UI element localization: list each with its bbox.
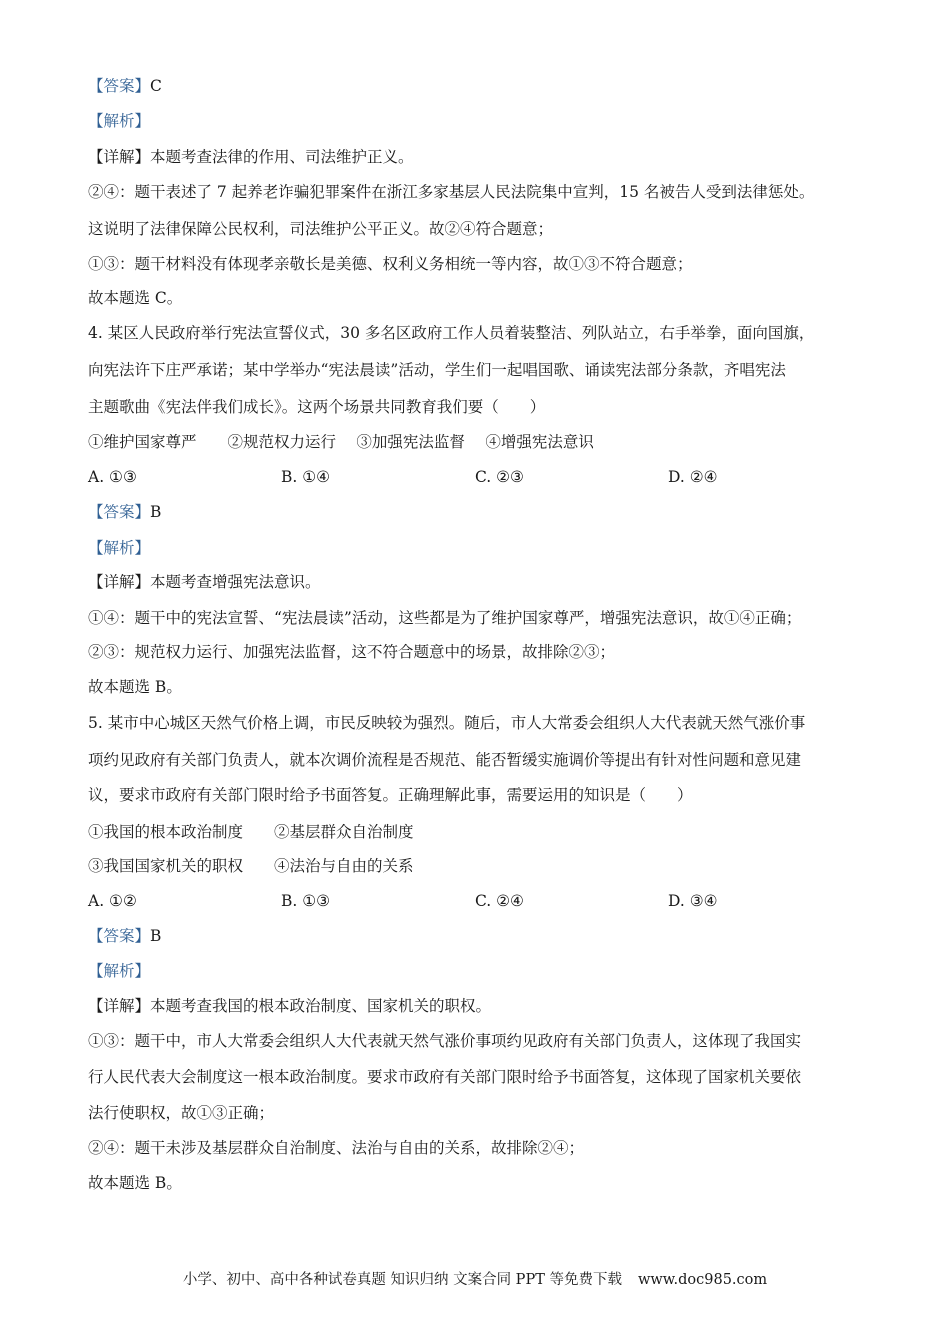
- detail-line: 【详解】本题考查法律的作用、司法维护正义。: [88, 148, 414, 166]
- text-line: ①③：题干材料没有体现孝亲敬长是美德、权利义务相统一等内容，故①③不符合题意；: [88, 255, 693, 273]
- answer-line: 【答案】B: [88, 927, 162, 945]
- option-d: D. ③④: [668, 892, 718, 910]
- text-line: ②③：规范权力运行、加强宪法监督，这不符合题意中的场景，故排除②③；: [88, 643, 616, 661]
- text-line: 故本题选 B。: [88, 1174, 182, 1192]
- text-line: 故本题选 B。: [88, 678, 182, 696]
- text-line: 故本题选 C。: [88, 289, 183, 307]
- analysis-tag: 【解析】: [88, 539, 151, 557]
- option-a: A. ①②: [88, 892, 137, 910]
- text-line: ②④：题干表述了 7 起养老诈骗犯罪案件在浙江多家基层人民法院集中宣判，15 名被告人受到法律惩处。: [88, 183, 815, 201]
- option-a: A. ①③: [88, 468, 137, 486]
- analysis-tag: 【解析】: [88, 962, 151, 980]
- text-line: 行人民代表大会制度这一根本政治制度。要求市政府有关部门限时给予书面答复，这体现了国家机关要依: [88, 1068, 802, 1086]
- analysis-tag: 【解析】: [88, 112, 151, 130]
- detail-line: 【详解】本题考查增强宪法意识。: [88, 573, 321, 591]
- option-b: B. ①④: [281, 468, 331, 486]
- question-5-stem: 议，要求市政府有关部门限时给予书面答复。正确理解此事，需要运用的知识是（ ）: [88, 786, 693, 804]
- text-line: 法行使职权，故①③正确；: [88, 1104, 275, 1122]
- question-5-statements: ①我国的根本政治制度 ②基层群众自治制度: [88, 823, 414, 841]
- option-d: D. ②④: [668, 468, 718, 486]
- text-line: ①③：题干中，市人大常委会组织人大代表就天然气涨价事项约见政府有关部门负责人，这体现了我国实: [88, 1032, 802, 1050]
- text-line: ①④：题干中的宪法宣誓、“宪法晨读”活动，这些都是为了维护国家尊严，增强宪法意识，故①④正确；: [88, 609, 802, 627]
- footer-site-link[interactable]: www.doc985.com: [637, 1272, 768, 1288]
- text-line: 这说明了法律保障公民权利，司法维护公平正义。故②④符合题意；: [88, 220, 554, 238]
- answer-line: 【答案】C: [88, 77, 162, 95]
- text-line: ②④：题干未涉及基层群众自治制度、法治与自由的关系，故排除②④；: [88, 1139, 585, 1157]
- option-b: B. ①③: [281, 892, 331, 910]
- question-5-statements: ③我国国家机关的职权 ④法治与自由的关系: [88, 857, 414, 875]
- question-4-stem: 主题歌曲《宪法伴我们成长》。这两个场景共同教育我们要（ ）: [88, 398, 546, 416]
- page-footer: [0, 1270, 950, 1290]
- option-c: C. ②④: [475, 892, 524, 910]
- question-5-stem: 项约见政府有关部门负责人，就本次调价流程是否规范、能否暂缓实施调价等提出有针对性问题和意见建: [88, 751, 802, 769]
- detail-line: 【详解】本题考查我国的根本政治制度、国家机关的职权。: [88, 997, 492, 1015]
- question-4-stem: 4. 某区人民政府举行宪法宣誓仪式，30 多名区政府工作人员着装整洁、列队站立，右手举拳，面向国旗，: [88, 324, 815, 342]
- question-4-statements: ①维护国家尊严 ②规范权力运行 ③加强宪法监督 ④增强宪法意识: [88, 433, 594, 451]
- question-4-stem: 向宪法许下庄严承诺；某中学举办“宪法晨读”活动，学生们一起唱国歌、诵读宪法部分条款，齐唱宪法: [88, 361, 786, 379]
- question-5-stem: 5. 某市中心城区天然气价格上调，市民反映较为强烈。随后，市人大常委会组织人大代表就天然气涨价事: [88, 714, 806, 732]
- footer-text: 小学、初中、高中各种试卷真题 知识归纳 文案合同 PPT 等免费下载: [182, 1272, 622, 1288]
- answer-line: 【答案】B: [88, 503, 162, 521]
- option-c: C. ②③: [475, 468, 524, 486]
